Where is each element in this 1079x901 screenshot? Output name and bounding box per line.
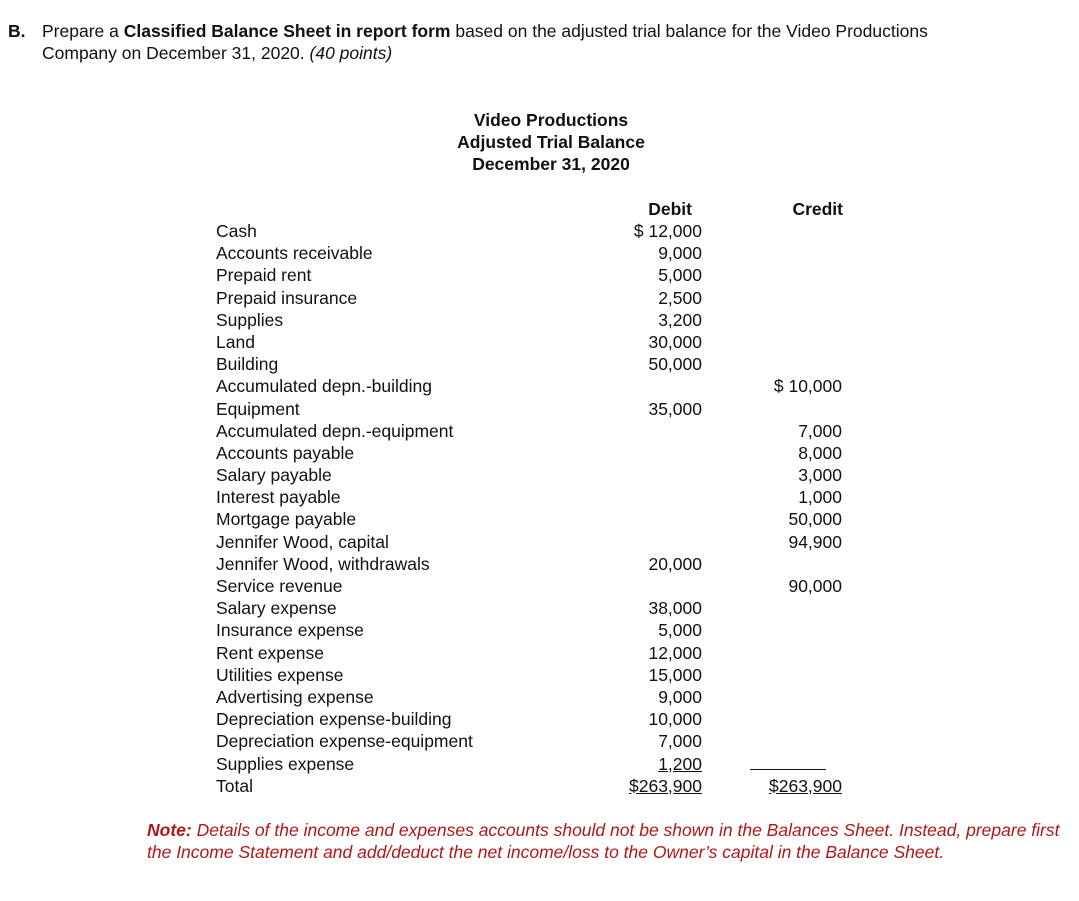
debit-amount: 7,000 xyxy=(658,731,702,752)
trial-balance-heading xyxy=(400,109,702,175)
trial-balance-table xyxy=(216,220,846,797)
table-row xyxy=(216,753,846,775)
instruction-text-1: Prepare a xyxy=(42,21,124,41)
account-name: Service revenue xyxy=(216,576,343,596)
total-row xyxy=(216,775,846,797)
part-label: B. xyxy=(8,21,26,41)
note xyxy=(147,819,1077,863)
account-name: Land xyxy=(216,331,255,352)
company-name: Video Productions xyxy=(473,110,629,130)
account-name: Salary expense xyxy=(216,598,337,619)
note-label: Note: xyxy=(147,820,192,840)
credit-amount: 50,000 xyxy=(788,509,842,530)
table-row xyxy=(216,642,846,664)
credit-amount: 1,000 xyxy=(798,487,842,508)
debit-amount: 2,500 xyxy=(658,287,702,308)
account-name: Utilities expense xyxy=(216,664,344,685)
account-name: Mortgage payable xyxy=(216,509,357,530)
debit-amount: 30,000 xyxy=(648,331,702,352)
debit-amount: 35,000 xyxy=(648,398,702,419)
account-name: Accounts payable xyxy=(216,442,355,463)
account-name: Equipment xyxy=(216,398,300,419)
table-row xyxy=(216,575,846,597)
account-name: Interest payable xyxy=(216,487,341,508)
table-row xyxy=(216,531,846,553)
debit-amount: 15,000 xyxy=(648,664,702,685)
table-row xyxy=(216,730,846,752)
table-row xyxy=(216,242,846,264)
table-row xyxy=(216,398,846,420)
account-name: Depreciation expense-building xyxy=(216,709,452,730)
debit-amount: 10,000 xyxy=(648,709,702,730)
table-row xyxy=(216,553,846,575)
debit-amount: 9,000 xyxy=(658,686,702,707)
debit-amount: 12,000 xyxy=(648,642,702,663)
table-row xyxy=(216,464,846,486)
table-row xyxy=(216,309,846,331)
debit-amount: 1,200 xyxy=(658,753,702,774)
instruction-line-2 xyxy=(8,42,1068,64)
account-name: Depreciation expense-equipment xyxy=(216,731,473,752)
table-row xyxy=(216,331,846,353)
credit-amount: 7,000 xyxy=(798,420,842,441)
statement-title: Adjusted Trial Balance xyxy=(457,132,645,152)
debit-amount: 50,000 xyxy=(648,354,702,375)
table-row xyxy=(216,220,846,242)
debit-amount: 3,200 xyxy=(658,309,702,330)
instruction-line-1 xyxy=(8,20,1068,42)
table-row xyxy=(216,508,846,530)
table-row xyxy=(216,287,846,309)
debit-amount: $ 12,000 xyxy=(633,221,702,241)
credit-amount: 94,900 xyxy=(788,531,842,552)
note-text: Details of the income and expenses accounts should not be shown in the Balances Sheet. Instead, prepare first the Income Statement and add/deduct the net income/loss to the Owner’s capital in the Balance Sheet. xyxy=(147,820,1060,862)
table-row xyxy=(216,420,846,442)
account-name: Accumulated depn.-equipment xyxy=(216,420,454,441)
total-debit: $263,900 xyxy=(629,775,702,796)
account-name: Prepaid insurance xyxy=(216,287,358,308)
table-row xyxy=(216,686,846,708)
account-name: Prepaid rent xyxy=(216,265,312,286)
table-row xyxy=(216,486,846,508)
instruction-text-2: based on the adjusted trial balance for the Video Productions xyxy=(450,21,928,41)
instruction-points: (40 points) xyxy=(309,43,393,63)
credit-amount: 90,000 xyxy=(788,576,842,596)
account-name: Salary payable xyxy=(216,465,332,486)
debit-column-header: Debit xyxy=(648,199,692,219)
debit-amount: 5,000 xyxy=(658,620,702,641)
account-name: Jennifer Wood, withdrawals xyxy=(216,553,430,574)
total-label: Total xyxy=(216,775,253,796)
account-name: Cash xyxy=(216,221,257,241)
account-name: Supplies expense xyxy=(216,753,355,774)
table-row xyxy=(216,375,846,397)
account-name: Accounts receivable xyxy=(216,243,373,264)
table-row xyxy=(216,708,846,730)
instruction-bold: Classified Balance Sheet in report form xyxy=(123,21,451,41)
total-credit: $263,900 xyxy=(769,775,842,796)
account-name: Advertising expense xyxy=(216,686,374,707)
table-row xyxy=(216,597,846,619)
table-row xyxy=(216,264,846,286)
debit-amount: 9,000 xyxy=(658,243,702,264)
credit-amount: $ 10,000 xyxy=(773,376,842,397)
credit-amount: 3,000 xyxy=(798,465,842,486)
account-name: Jennifer Wood, capital xyxy=(216,531,389,552)
debit-amount: 5,000 xyxy=(658,265,702,286)
credit-column-header: Credit xyxy=(792,199,843,219)
instruction xyxy=(8,20,1068,64)
credit-total-rule xyxy=(750,769,826,770)
account-name: Rent expense xyxy=(216,642,324,663)
table-row xyxy=(216,664,846,686)
account-name: Accumulated depn.-building xyxy=(216,376,432,397)
table-row xyxy=(216,353,846,375)
debit-amount: 20,000 xyxy=(648,553,702,574)
account-name: Supplies xyxy=(216,309,284,330)
credit-amount: 8,000 xyxy=(798,442,842,463)
instruction-text-3: Company on December 31, 2020. xyxy=(42,43,310,63)
table-row xyxy=(216,619,846,641)
account-name: Insurance expense xyxy=(216,620,364,641)
statement-date: December 31, 2020 xyxy=(472,154,630,174)
table-row xyxy=(216,442,846,464)
account-name: Building xyxy=(216,354,279,375)
debit-amount: 38,000 xyxy=(648,598,702,619)
